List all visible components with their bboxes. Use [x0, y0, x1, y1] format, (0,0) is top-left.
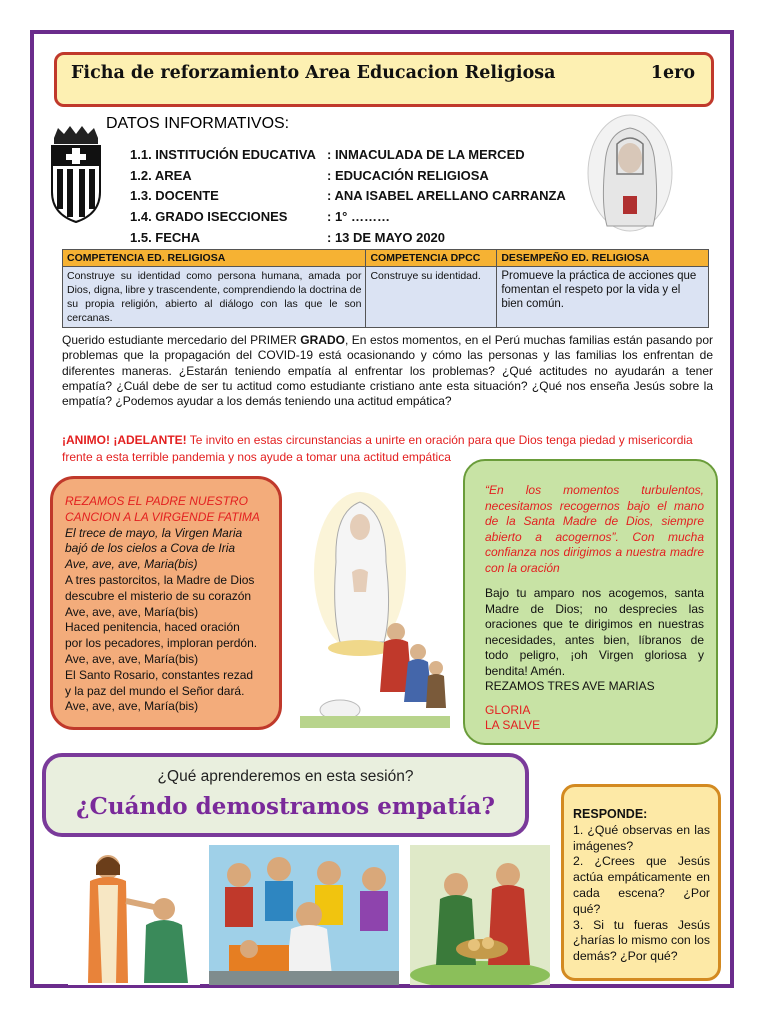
intro-paragraph: Querido estudiante mercedario del PRIMER GRADO, En estos momentos, en el Perú muchas familias están pasando por problemas que la propagación del COVID-19 está ocasionando y cómo las personas y las familias los enfrentan de diferentes maneras. ¿Estarán teniendo empatía al enfrentar los problemas? ¿Qué actitudes no ayudarán a tener empatía? ¿Cuál debe de ser tu actitud como estudiante cristiano ante esta situación? ¿Qué nos enseña Jesús sobre la empatía? ¿Podemos ayudar a los demás teniendo una actitud empática? — [62, 333, 713, 409]
responde-box — [561, 784, 721, 981]
table-header: COMPETENCIA ED. RELIGIOSA — [63, 250, 366, 267]
list-item: 2. ¿Crees que Jesús actúa empáticamente en cada escena? ¿Por qué? — [573, 854, 710, 916]
info-row: 1.3. DOCENTE : ANA ISABEL ARELLANO CARRANZA — [130, 188, 566, 203]
responde-heading: RESPONDE: — [573, 807, 648, 821]
info-row: 1.5. FECHA : 13 DE MAYO 2020 — [130, 230, 446, 245]
jesus-crowd-image — [209, 845, 399, 985]
prayer-salve: LA SALVE — [485, 718, 541, 732]
prayer-instruction: REZAMOS TRES AVE MARIAS — [485, 679, 655, 693]
school-crest-icon — [48, 124, 104, 224]
page-title: Ficha de reforzamiento Area Educacion Religiosa — [71, 63, 556, 83]
table-cell: Construye su identidad como persona humana, amada por Dios, digna, libre y trascendente, comprendiendo la doctrina de su propia religión, abierto al diálogo con las que le son cercanas. — [63, 267, 366, 328]
jesus-multiplication-image — [410, 845, 550, 985]
session-box — [42, 753, 529, 837]
info-row: 1.1. INSTITUCIÓN EDUCATIVA : INMACULADA DE LA MERCED — [130, 147, 525, 162]
animo-paragraph: ¡ANIMO! ¡ADELANTE! Te invito en estas circunstancias a unirte en oración para que Dios tenga piedad y misericordia frente a esta terrible pandemia y nos ayude a tomar una actitud empática — [62, 433, 693, 464]
list-item: 3. Si tu fueras Jesús ¿harías lo mismo con los demás? ¿Por qué? — [573, 917, 710, 964]
jesus-healing-image — [68, 845, 200, 985]
prayer-quote: “En los momentos turbulentos, necesitamos recogernos bajo el mano de la Santa Madre de Dios, siempre abierto a acogernos”. Con mucha confianza nos dirigimos a nuestra madre con la oración — [485, 483, 704, 575]
table-header: COMPETENCIA DPCC — [366, 250, 497, 267]
table-header: DESEMPEÑO ED. RELIGIOSA — [497, 250, 709, 267]
hymn-verse: Haced penitencia, haced oración por los pecadores, imploran perdón. Ave, ave, ave, María(bis) — [65, 620, 258, 666]
hymn-verse: A tres pastorcitos, la Madre de Dios descubre el misterio de su corazón Ave, ave, ave, María(bis) — [65, 572, 255, 619]
session-title: ¿Cuándo demostramos empatía? — [76, 793, 495, 820]
list-item: 1. ¿Qué observas en las imágenes? — [573, 822, 710, 853]
competencias-table — [62, 249, 709, 328]
table-cell: Construye su identidad. — [366, 267, 497, 328]
hymn-verse: El Santo Rosario, constantes rezad y la paz del mundo el Señor dará. Ave, ave, ave, María(bis) — [65, 667, 254, 714]
title-banner — [54, 52, 714, 107]
fatima-apparition-image — [300, 482, 450, 728]
table-cell: Promueve la práctica de acciones que fomentan el respeto por la vida y el bien común. — [497, 267, 709, 328]
grade-label: 1ero — [650, 63, 695, 83]
prayer-gloria: GLORIA — [485, 702, 531, 717]
datos-heading: DATOS INFORMATIVOS: — [106, 115, 290, 132]
hymn-verse: El trece de mayo, la Virgen Maria bajó de los cielos a Cova de Iria Ave, ave, ave, Maria(bis) — [65, 525, 243, 572]
prayer-text: Bajo tu amparo nos acogemos, santa Madre de Dios; no desprecies las oraciones que te dirigimos en nuestras necesidades, antes bien, líbranos de todo peligro, ¡oh Virgen gloriosa y bendita! Amén. — [485, 586, 704, 678]
info-row: 1.2. AREA : EDUCACIÓN RELIGIOSA — [130, 168, 489, 183]
session-question: ¿Qué aprenderemos en esta sesión? — [157, 768, 414, 785]
info-row: 1.4. GRADO ISECCIONES : 1° ……… — [130, 209, 390, 224]
hymn-box — [50, 476, 282, 730]
hymn-heading: REZAMOS EL PADRE NUESTRO CANCION A LA VIRGENDE FATIMA — [65, 494, 260, 524]
prayer-box — [463, 459, 718, 745]
virgin-portrait-image — [587, 114, 673, 232]
